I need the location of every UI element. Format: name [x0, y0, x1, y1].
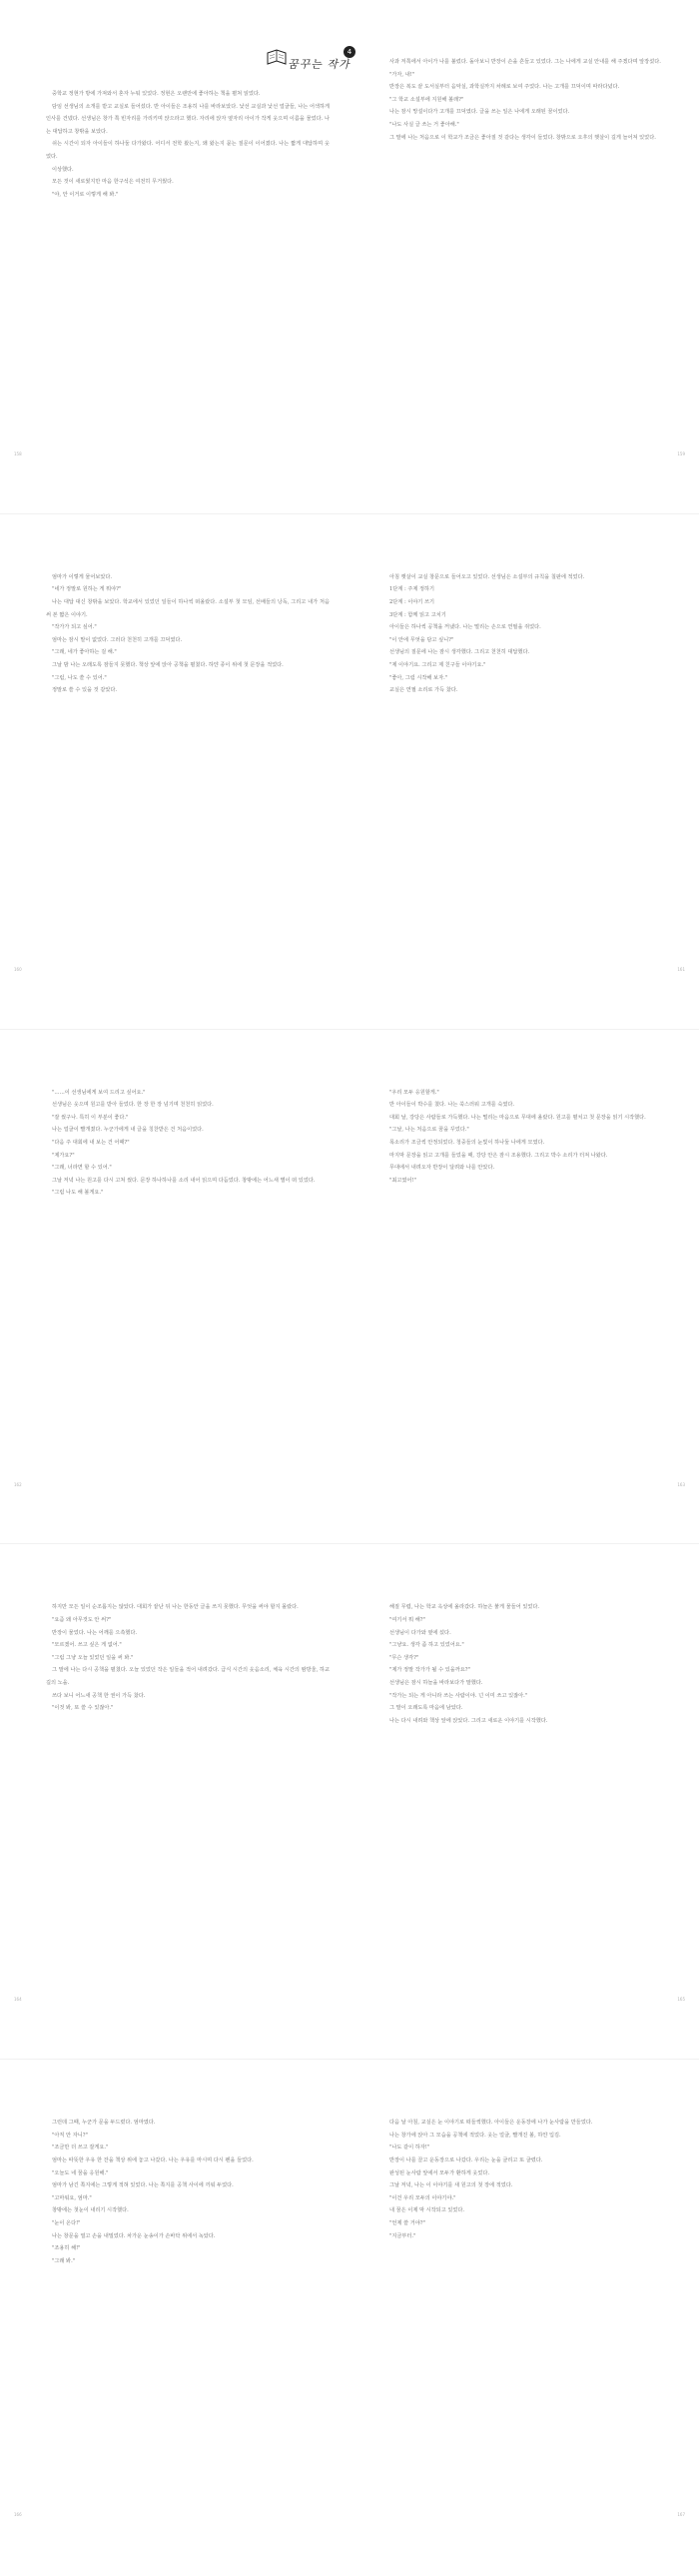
paragraph: 마지막 문장을 읽고 고개를 들었을 때, 강당 안은 잠시 조용했다. 그리고 박수 소리가 터져 나왔다.: [389, 1152, 608, 1159]
paragraph: "잘 썼구나. 특히 이 부분이 좋다.": [52, 1114, 129, 1121]
page-number: 164: [14, 1997, 22, 2003]
paragraph: 1단계 : 주제 정하기: [389, 586, 435, 593]
paragraph: 완성된 눈사람 앞에서 모두가 환하게 웃었다.: [389, 2169, 490, 2176]
page-number: 161: [677, 966, 685, 972]
paragraph: "오늘도 네 꿈을 응원해.": [52, 2169, 109, 2176]
page-right-text: [383, 1601, 667, 1727]
paragraph: "여기서 뭐 해?": [389, 1616, 425, 1623]
paragraph: "그날, 나는 처음으로 꿈을 꾸었다.": [389, 1127, 469, 1134]
paragraph: 그날 저녁 나는 원고를 다시 고쳐 썼다. 문장 하나하나를 소리 내어 읽으며 다듬었다. 창밖에는 어느새 별이 떠 있었다.: [52, 1177, 316, 1184]
paragraph: "조용히 해!": [52, 2245, 81, 2252]
paragraph: "작가가 되고 싶어.": [52, 624, 97, 631]
page-left-text: [46, 1601, 330, 1714]
paragraph: 사과 저쪽에서 아이가 나를 불렀다. 돌아보니 반장이 손을 흔들고 있었다. 그는 나에게 교실 안내를 해 주겠다며 앞장섰다.: [389, 59, 661, 65]
paragraph: 나는 잠시 망설이다가 고개를 끄덕였다. 글을 쓰는 일은 나에게 오래된 꿈이었다.: [389, 109, 570, 116]
spread-divider: [0, 1543, 699, 1544]
spread-divider: [0, 1029, 699, 1030]
page-number: 166: [14, 2512, 22, 2518]
paragraph: 하지만 모든 일이 순조롭지는 않았다. 대회가 끝난 뒤 나는 한동안 글을 쓰지 못했다. 무엇을 써야 할지 몰랐다.: [52, 1604, 299, 1611]
page-number: 163: [677, 1481, 685, 1487]
paragraph: "나도 같이 하자!": [389, 2145, 430, 2151]
paragraph: "우리 모두 응원할게.": [389, 1089, 439, 1096]
page-number: 158: [14, 451, 22, 456]
paragraph: 이상했다.: [52, 166, 74, 173]
paragraph: "최고였어!": [389, 1177, 416, 1184]
paragraph: 쉬는 시간이 되자 아이들이 하나둘 다가왔다. 어디서 전학 왔는지, 왜 왔는지 묻는 질문이 이어졌다. 나는 짧게 대답하며 웃었다.: [46, 141, 330, 160]
paragraph: 나는 창가에 앉아 그 모습을 공책에 적었다. 웃는 얼굴, 빨개진 볼, 하얀 입김.: [389, 2132, 561, 2139]
paragraph: "그래 봐.": [52, 2257, 76, 2264]
page-number: 162: [14, 1481, 22, 1487]
paragraph: "그냥요. 생각 좀 하고 있었어요.": [389, 1642, 464, 1649]
paragraph: "그 학교 소설부에 지원해 볼래?": [389, 96, 464, 103]
paragraph: 반장이 나를 끌고 운동장으로 나갔다. 우리는 눈을 굴리고 또 굴렸다.: [389, 2156, 543, 2163]
paragraph: 그날 밤 나는 오래도록 잠들지 못했다. 책상 앞에 앉아 공책을 펼쳤다. 하얀 종이 위에 첫 문장을 적었다.: [52, 661, 284, 668]
paragraph: "그럼 그냥 오늘 있었던 일을 써 봐.": [52, 1654, 134, 1661]
paragraph: 그 말에 나는 처음으로 이 학교가 조금은 좋아질 것 같다는 생각이 들었다. 창밖으로 오후의 햇살이 길게 늘어져 있었다.: [389, 134, 656, 141]
paragraph: "그래, 너라면 할 수 있어.": [52, 1165, 112, 1172]
chapter-number-badge: 4: [344, 46, 355, 58]
paragraph: 선생님은 웃으며 원고를 받아 들었다. 한 장 한 장 넘기며 천천히 읽었다.: [52, 1102, 214, 1109]
paragraph: 대회 날, 강당은 사람들로 가득했다. 나는 떨리는 마음으로 무대에 올랐다. 원고를 펼치고 첫 문장을 읽기 시작했다.: [389, 1114, 646, 1121]
paragraph: 창밖에는 첫눈이 내리기 시작했다.: [52, 2207, 129, 2214]
page-number: 165: [677, 1997, 685, 2003]
paragraph: 중학교 정현가 방에 가져와서 혼자 누워 있었다. 정현은 오랜만에 좋아하는 책을 펼쳐 읽었다.: [52, 91, 261, 97]
paragraph: "다음 주 대회에 내 보는 건 어때?": [52, 1139, 130, 1146]
paragraph: 3단계 : 함께 읽고 고치기: [389, 611, 446, 618]
paragraph: "요즘 왜 아무것도 안 써?": [52, 1616, 112, 1623]
paragraph: 그날 저녁, 나는 이 이야기를 새 원고의 첫 장에 적었다.: [389, 2182, 513, 2189]
paragraph: "가자, 내!": [389, 71, 415, 78]
paragraph: "좋아, 그럼 시작해 보자.": [389, 674, 448, 681]
page-right-text: [383, 571, 667, 697]
paragraph: 모든 것이 새로웠지만 마음 한구석은 여전히 무거웠다.: [52, 179, 174, 186]
paragraph: "무슨 생각?": [389, 1654, 419, 1661]
page-left-text: [46, 88, 330, 201]
paragraph: "작가는 되는 게 아니라 쓰는 사람이야. 넌 이미 쓰고 있잖아.": [389, 1692, 528, 1699]
paragraph: 선생님의 질문에 나는 잠시 생각했다. 그리고 천천히 대답했다.: [389, 649, 530, 656]
paragraph: "지금부터.": [389, 2232, 416, 2239]
paragraph: 내 꿈은 이제 막 시작되고 있었다.: [389, 2207, 465, 2214]
paragraph: "아직 안 자니?": [52, 2132, 88, 2139]
page-left-text: [46, 2117, 330, 2267]
paragraph: "이것 봐, 또 쓸 수 있잖아.": [52, 1705, 114, 1712]
paragraph: 해질 무렵, 나는 학교 옥상에 올라갔다. 하늘은 붉게 물들어 있었다.: [389, 1604, 540, 1611]
paragraph: 반장은 복도 끝 도서실부터 음악실, 과학실까지 차례로 보여 주었다. 나는 고개를 끄덕이며 따라다녔다.: [389, 84, 620, 91]
paragraph: "조금만 더 쓰고 잘게요.": [52, 2145, 109, 2151]
page-number: 167: [677, 2512, 685, 2518]
paragraph: 엄마가 남긴 쪽지에는 그렇게 적혀 있었다. 나는 쪽지를 공책 사이에 끼워 두었다.: [52, 2182, 234, 2189]
paragraph: "제가 정말 작가가 될 수 있을까요?": [389, 1667, 470, 1674]
paragraph: "그럼 나도 해 볼게요.": [52, 1190, 104, 1197]
paragraph: "눈이 온다!": [52, 2219, 81, 2226]
paragraph: 정말로 쓸 수 있을 것 같았다.: [52, 687, 118, 694]
paragraph: "나도 사실 글 쓰는 거 좋아해.": [389, 121, 459, 128]
paragraph: 아이들은 하나씩 공책을 꺼냈다. 나는 떨리는 손으로 연필을 쥐었다.: [389, 624, 541, 631]
paragraph: 그 말에 나는 다시 공책을 펼쳤다. 오늘 있었던 작은 일들을 적어 내려갔다. 급식 시간의 웃음소리, 체육 시간의 땀방울, 하교길의 노을.: [46, 1667, 330, 1686]
page-number: 159: [677, 451, 685, 456]
paragraph: "야, 안 이거로 이렇게 해 봐.": [52, 191, 119, 198]
paragraph: 쓰다 보니 어느새 공책 한 권이 가득 찼다.: [52, 1692, 146, 1699]
paragraph: 그런데 그때, 누군가 문을 두드렸다. 엄마였다.: [52, 2120, 156, 2127]
paragraph: 그 말이 오래도록 마음에 남았다.: [389, 1705, 463, 1712]
paragraph: "이건 우리 모두의 이야기야.": [389, 2194, 456, 2201]
paragraph: 담임 선생님의 소개를 받고 교실로 들어섰다. 반 아이들은 조용히 나를 바라보았다. 낯선 교실과 낯선 얼굴들, 나는 어색하게 인사를 건넸다. 선생님은 창가 쪽 빈자리를 가리키며 앉으라고 했다. 자리에 앉자 옆자리 아이가 작게 웃으며 이름을 물었다. 나는 대답하고 창밖을 보았다.: [46, 103, 330, 135]
book-emblem-icon: [266, 46, 288, 68]
paragraph: "그래, 네가 좋아하는 걸 해.": [52, 649, 117, 656]
paragraph: 무대에서 내려오자 반장이 달려와 나를 안았다.: [389, 1165, 495, 1172]
paragraph: 선생님은 잠시 하늘을 바라보다가 말했다.: [389, 1679, 483, 1686]
paragraph: 엄마는 따뜻한 우유 한 잔을 책상 위에 놓고 나갔다. 나는 우유를 마시며 다시 펜을 들었다.: [52, 2156, 254, 2163]
page-right-text: [383, 1087, 667, 1188]
paragraph: "이 안에 무엇을 담고 싶니?": [389, 636, 454, 643]
paragraph: "네가 정말로 원하는 게 뭐야?": [52, 586, 122, 593]
page-left-text: [46, 571, 330, 697]
chapter-header: [266, 44, 375, 78]
paragraph: 엄마가 이렇게 물어보았다.: [52, 573, 113, 580]
paragraph: 반 아이들이 박수를 쳤다. 나는 쑥스러워 고개를 숙였다.: [389, 1102, 515, 1109]
paragraph: "그럼, 나도 쓸 수 있어.": [52, 674, 107, 681]
paragraph: "언제 쓸 거야?": [389, 2219, 425, 2226]
paragraph: "고마워요, 엄마.": [52, 2194, 92, 2201]
page-right-text: [383, 2117, 667, 2242]
paragraph: 반장이 물었다. 나는 어깨를 으쓱했다.: [52, 1629, 138, 1636]
paragraph: 목소리가 조금씩 안정되었다. 청중들의 눈빛이 하나둘 나에게 모였다.: [389, 1139, 545, 1146]
paragraph: 아침 햇살이 교실 창문으로 들어오고 있었다. 선생님은 소설부의 규칙을 칠판에 적었다.: [389, 573, 585, 580]
page-number: 160: [14, 966, 22, 972]
paragraph: 교실은 연필 소리로 가득 찼다.: [389, 687, 458, 694]
paragraph: "제 이야기요. 그리고 제 친구들 이야기요.": [389, 661, 486, 668]
paragraph: 나는 대답 대신 창밖을 보았다. 학교에서 있었던 일들이 하나씩 떠올랐다. 소설부 첫 모임, 선배들의 낭독, 그리고 내가 처음 써 본 짧은 이야기.: [46, 598, 330, 618]
spread-divider: [0, 2059, 699, 2060]
paragraph: 엄마는 잠시 말이 없었다. 그러다 천천히 고개를 끄덕였다.: [52, 636, 183, 643]
page-right-text: [383, 56, 667, 144]
chapter-title: 꿈꾸는 작가: [288, 58, 350, 71]
paragraph: 나는 다시 내려와 책상 앞에 앉았다. 그리고 새로운 이야기를 시작했다.: [389, 1717, 548, 1724]
paragraph: 다음 날 아침, 교실은 눈 이야기로 떠들썩했다. 아이들은 운동장에 나가 눈사람을 만들었다.: [389, 2120, 593, 2127]
paragraph: "모르겠어. 쓰고 싶은 게 없어.": [52, 1642, 122, 1649]
paragraph: 나는 창문을 열고 손을 내밀었다. 차가운 눈송이가 손바닥 위에서 녹았다.: [52, 2232, 216, 2239]
paragraph: 나는 얼굴이 빨개졌다. 누군가에게 내 글을 칭찬받은 건 처음이었다.: [52, 1127, 204, 1134]
page-left-text: [46, 1087, 330, 1200]
paragraph: 2단계 : 이야기 쓰기: [389, 598, 435, 605]
paragraph: "……이 선생님에게 보여 드리고 싶어요.": [52, 1089, 146, 1096]
spread-divider: [0, 513, 699, 514]
paragraph: "제가요?": [52, 1152, 75, 1159]
paragraph: 선생님이 다가와 옆에 섰다.: [389, 1629, 451, 1636]
